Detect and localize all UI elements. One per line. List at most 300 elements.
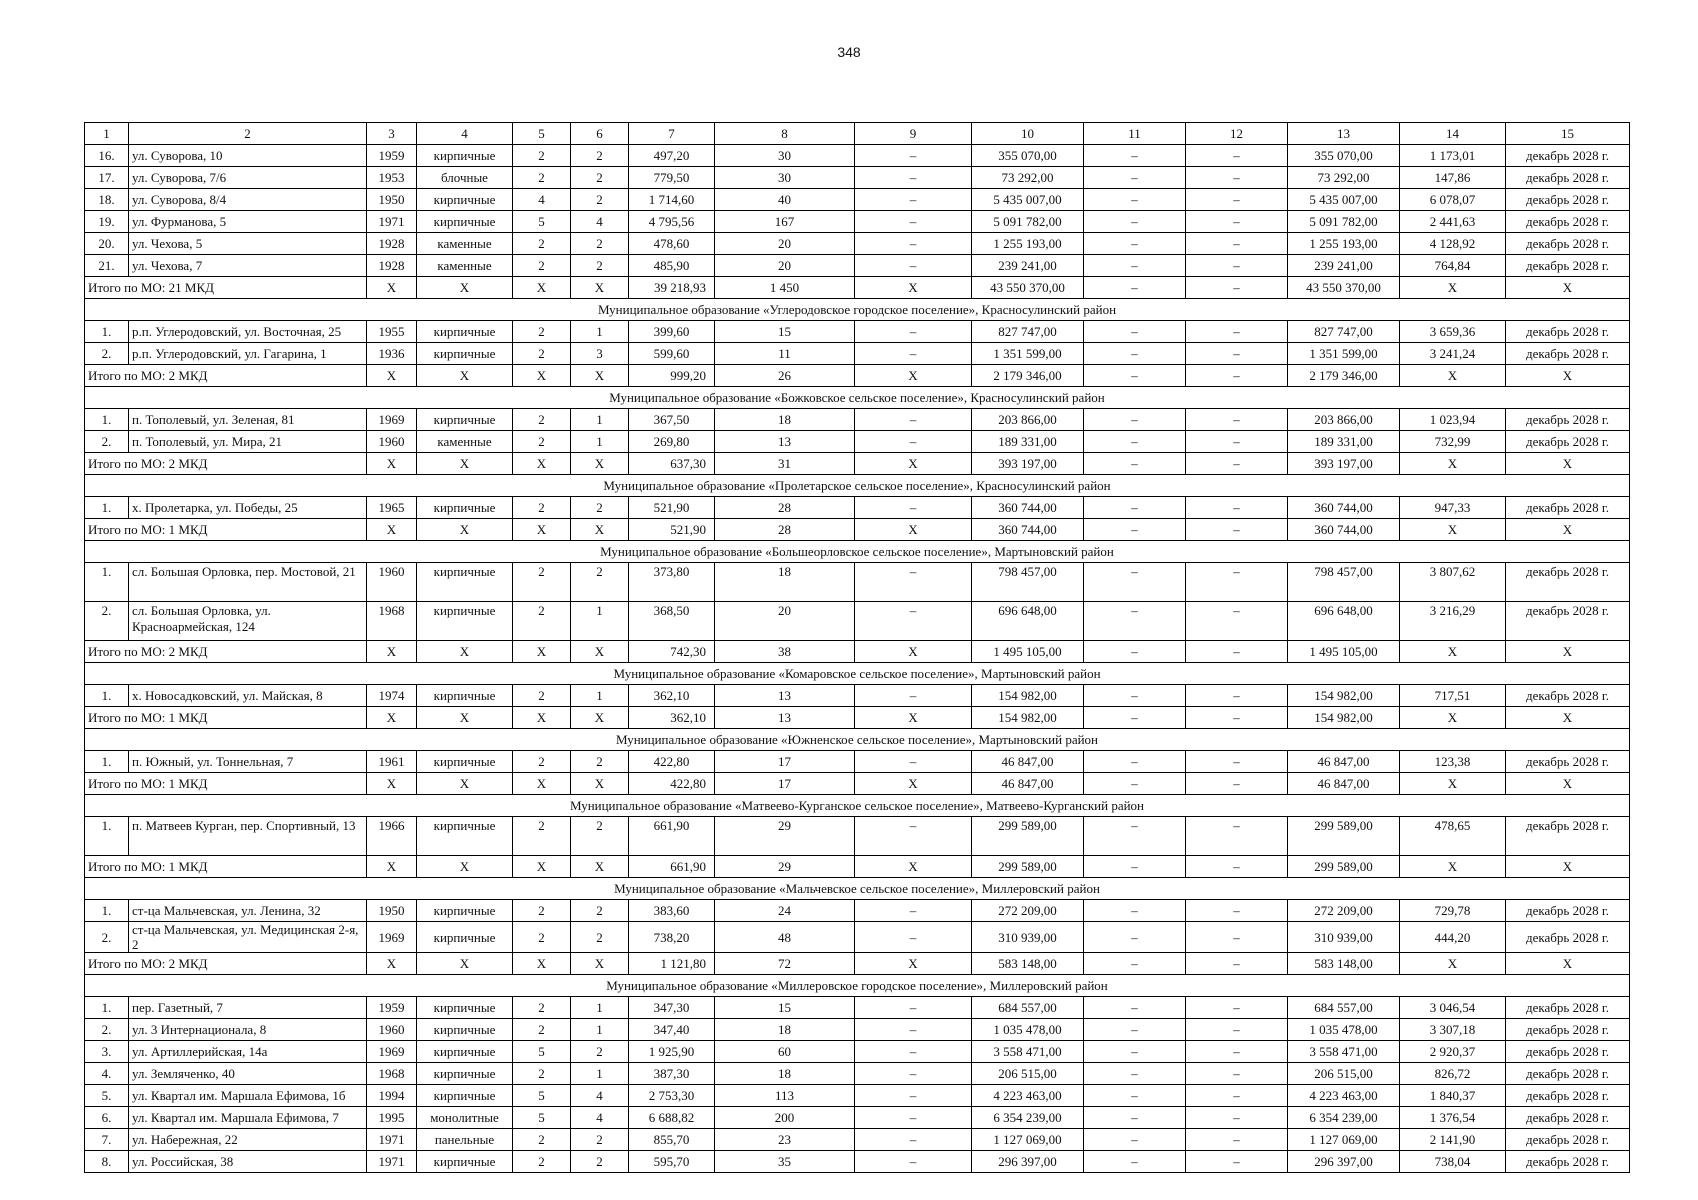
- cell-col-13: 154 982,00: [1288, 685, 1400, 707]
- cell-col-6: 2: [571, 563, 629, 602]
- cell-col-3: 1969: [367, 922, 417, 953]
- cell-col-13: 46 847,00: [1288, 751, 1400, 773]
- cell-col-12: –: [1186, 922, 1288, 953]
- cell-col-15: декабрь 2028 г.: [1506, 1019, 1630, 1041]
- row-index: 5.: [85, 1085, 129, 1107]
- cell-col-6: 1: [571, 1019, 629, 1041]
- total-label: Итого по МО: 1 МКД: [85, 773, 367, 795]
- cell-col-13: 355 070,00: [1288, 145, 1400, 167]
- table-row: [85, 233, 1630, 255]
- cell-col-9: –: [855, 145, 972, 167]
- cell-col-12: –: [1186, 211, 1288, 233]
- building-address: сл. Большая Орловка, ул. Красноармейская, 124: [129, 602, 367, 641]
- building-address: п. Тополевый, ул. Зеленая, 81: [129, 409, 367, 431]
- cell-col-15: декабрь 2028 г.: [1506, 211, 1630, 233]
- cell-col-8: 18: [715, 1019, 855, 1041]
- cell-col-7: 4 795,56: [629, 211, 715, 233]
- cell-col-5: 2: [513, 1019, 571, 1041]
- total-cell-col-10: 299 589,00: [972, 856, 1084, 878]
- table-row: [85, 751, 1630, 773]
- cell-col-8: 40: [715, 189, 855, 211]
- cell-col-13: 5 091 782,00: [1288, 211, 1400, 233]
- cell-col-3: 1953: [367, 167, 417, 189]
- cell-col-4: кирпичные: [417, 922, 513, 953]
- cell-col-13: 203 866,00: [1288, 409, 1400, 431]
- municipality-heading: Муниципальное образование «Южненское сельское поселение», Мартыновский район: [85, 729, 1630, 751]
- cell-col-15: декабрь 2028 г.: [1506, 817, 1630, 856]
- cell-col-8: 23: [715, 1129, 855, 1151]
- municipality-heading: Муниципальное образование «Мальчевское сельское поселение», Миллеровский район: [85, 878, 1630, 900]
- total-cell-col-10: 583 148,00: [972, 953, 1084, 975]
- cell-col-14: 826,72: [1400, 1063, 1506, 1085]
- table-row: [85, 409, 1630, 431]
- cell-col-13: 189 331,00: [1288, 431, 1400, 453]
- cell-col-12: –: [1186, 497, 1288, 519]
- total-cell-col-9: X: [855, 953, 972, 975]
- total-cell-col-13: 43 550 370,00: [1288, 277, 1400, 299]
- cell-col-6: 1: [571, 409, 629, 431]
- total-cell-col-4: X: [417, 707, 513, 729]
- cell-col-8: 60: [715, 1041, 855, 1063]
- municipality-total-row: [85, 641, 1630, 663]
- total-cell-col-10: 154 982,00: [972, 707, 1084, 729]
- total-label: Итого по МО: 21 МКД: [85, 277, 367, 299]
- cell-col-3: 1961: [367, 751, 417, 773]
- table-row: [85, 321, 1630, 343]
- table-row: [85, 1085, 1630, 1107]
- total-cell-col-12: –: [1186, 641, 1288, 663]
- cell-col-8: 20: [715, 255, 855, 277]
- cell-col-12: –: [1186, 145, 1288, 167]
- cell-col-7: 6 688,82: [629, 1107, 715, 1129]
- total-cell-col-4: X: [417, 519, 513, 541]
- cell-col-11: –: [1084, 1019, 1186, 1041]
- cell-col-13: 299 589,00: [1288, 817, 1400, 856]
- table-row: [85, 497, 1630, 519]
- total-cell-col-12: –: [1186, 773, 1288, 795]
- total-cell-col-15: X: [1506, 453, 1630, 475]
- cell-col-15: декабрь 2028 г.: [1506, 167, 1630, 189]
- total-cell-col-6: X: [571, 707, 629, 729]
- table-row: [85, 1019, 1630, 1041]
- cell-col-3: 1959: [367, 145, 417, 167]
- table-row: [85, 145, 1630, 167]
- cell-col-6: 4: [571, 211, 629, 233]
- cell-col-11: –: [1084, 321, 1186, 343]
- cell-col-5: 2: [513, 233, 571, 255]
- total-cell-col-3: X: [367, 773, 417, 795]
- cell-col-7: 383,60: [629, 900, 715, 922]
- cell-col-4: блочные: [417, 167, 513, 189]
- building-address: ул. Фурманова, 5: [129, 211, 367, 233]
- cell-col-7: 521,90: [629, 497, 715, 519]
- cell-col-3: 1950: [367, 189, 417, 211]
- cell-col-14: 3 241,24: [1400, 343, 1506, 365]
- cell-col-15: декабрь 2028 г.: [1506, 1107, 1630, 1129]
- cell-col-5: 2: [513, 1129, 571, 1151]
- cell-col-4: кирпичные: [417, 343, 513, 365]
- cell-col-4: каменные: [417, 431, 513, 453]
- total-cell-col-3: X: [367, 519, 417, 541]
- cell-col-12: –: [1186, 1041, 1288, 1063]
- cell-col-14: 478,65: [1400, 817, 1506, 856]
- cell-col-11: –: [1084, 922, 1186, 953]
- row-index: 21.: [85, 255, 129, 277]
- cell-col-6: 2: [571, 751, 629, 773]
- total-cell-col-9: X: [855, 641, 972, 663]
- cell-col-11: –: [1084, 343, 1186, 365]
- cell-col-14: 6 078,07: [1400, 189, 1506, 211]
- cell-col-6: 2: [571, 255, 629, 277]
- municipality-section-row: [85, 663, 1630, 685]
- cell-col-9: –: [855, 167, 972, 189]
- row-index: 4.: [85, 1063, 129, 1085]
- cell-col-7: 497,20: [629, 145, 715, 167]
- cell-col-5: 2: [513, 409, 571, 431]
- cell-col-9: –: [855, 409, 972, 431]
- cell-col-3: 1960: [367, 1019, 417, 1041]
- total-cell-col-15: X: [1506, 953, 1630, 975]
- total-cell-col-14: X: [1400, 519, 1506, 541]
- cell-col-8: 18: [715, 563, 855, 602]
- municipality-section-row: [85, 387, 1630, 409]
- cell-col-4: кирпичные: [417, 1019, 513, 1041]
- cell-col-10: 4 223 463,00: [972, 1085, 1084, 1107]
- cell-col-3: 1971: [367, 1129, 417, 1151]
- total-cell-col-4: X: [417, 641, 513, 663]
- cell-col-7: 1 925,90: [629, 1041, 715, 1063]
- cell-col-14: 1 173,01: [1400, 145, 1506, 167]
- total-cell-col-8: 26: [715, 365, 855, 387]
- building-address: ул. Артиллерийская, 14а: [129, 1041, 367, 1063]
- cell-col-5: 2: [513, 431, 571, 453]
- building-address: х. Пролетарка, ул. Победы, 25: [129, 497, 367, 519]
- cell-col-8: 167: [715, 211, 855, 233]
- municipality-section-row: [85, 975, 1630, 997]
- building-address: р.п. Углеродовский, ул. Гагарина, 1: [129, 343, 367, 365]
- cell-col-15: декабрь 2028 г.: [1506, 1151, 1630, 1173]
- total-cell-col-11: –: [1084, 277, 1186, 299]
- row-index: 2.: [85, 1019, 129, 1041]
- municipality-section-row: [85, 729, 1630, 751]
- column-number-9: 9: [855, 123, 972, 145]
- municipality-total-row: [85, 365, 1630, 387]
- total-cell-col-11: –: [1084, 707, 1186, 729]
- cell-col-8: 11: [715, 343, 855, 365]
- cell-col-15: декабрь 2028 г.: [1506, 189, 1630, 211]
- cell-col-9: –: [855, 1019, 972, 1041]
- cell-col-15: декабрь 2028 г.: [1506, 997, 1630, 1019]
- cell-col-5: 2: [513, 685, 571, 707]
- cell-col-8: 13: [715, 685, 855, 707]
- cell-col-10: 355 070,00: [972, 145, 1084, 167]
- cell-col-8: 15: [715, 997, 855, 1019]
- total-cell-col-7: 422,80: [629, 773, 715, 795]
- cell-col-8: 24: [715, 900, 855, 922]
- cell-col-7: 347,30: [629, 997, 715, 1019]
- cell-col-9: –: [855, 1107, 972, 1129]
- cell-col-7: 269,80: [629, 431, 715, 453]
- total-cell-col-14: X: [1400, 365, 1506, 387]
- cell-col-4: кирпичные: [417, 497, 513, 519]
- row-index: 16.: [85, 145, 129, 167]
- row-index: 1.: [85, 409, 129, 431]
- table-row: [85, 343, 1630, 365]
- cell-col-9: –: [855, 1151, 972, 1173]
- cell-col-14: 2 920,37: [1400, 1041, 1506, 1063]
- total-cell-col-7: 999,20: [629, 365, 715, 387]
- cell-col-7: 347,40: [629, 1019, 715, 1041]
- total-cell-col-15: X: [1506, 277, 1630, 299]
- row-index: 1.: [85, 751, 129, 773]
- cell-col-15: декабрь 2028 г.: [1506, 343, 1630, 365]
- cell-col-14: 947,33: [1400, 497, 1506, 519]
- cell-col-14: 147,86: [1400, 167, 1506, 189]
- cell-col-7: 2 753,30: [629, 1085, 715, 1107]
- total-cell-col-7: 742,30: [629, 641, 715, 663]
- cell-col-4: кирпичные: [417, 997, 513, 1019]
- cell-col-7: 422,80: [629, 751, 715, 773]
- cell-col-7: 367,50: [629, 409, 715, 431]
- row-index: 19.: [85, 211, 129, 233]
- row-index: 1.: [85, 563, 129, 602]
- cell-col-3: 1969: [367, 409, 417, 431]
- cell-col-3: 1955: [367, 321, 417, 343]
- municipality-total-row: [85, 519, 1630, 541]
- total-cell-col-6: X: [571, 773, 629, 795]
- total-cell-col-4: X: [417, 365, 513, 387]
- column-number-3: 3: [367, 123, 417, 145]
- column-number-8: 8: [715, 123, 855, 145]
- total-cell-col-5: X: [513, 856, 571, 878]
- cell-col-10: 189 331,00: [972, 431, 1084, 453]
- total-cell-col-10: 2 179 346,00: [972, 365, 1084, 387]
- cell-col-11: –: [1084, 1041, 1186, 1063]
- cell-col-4: кирпичные: [417, 1085, 513, 1107]
- municipality-heading: Муниципальное образование «Пролетарское сельское поселение», Красносулинский район: [85, 475, 1630, 497]
- cell-col-10: 46 847,00: [972, 751, 1084, 773]
- cell-col-14: 1 840,37: [1400, 1085, 1506, 1107]
- municipality-section-row: [85, 878, 1630, 900]
- cell-col-11: –: [1084, 409, 1186, 431]
- cell-col-5: 2: [513, 922, 571, 953]
- cell-col-11: –: [1084, 255, 1186, 277]
- total-cell-col-15: X: [1506, 856, 1630, 878]
- row-index: 2.: [85, 602, 129, 641]
- table-row: [85, 1151, 1630, 1173]
- cell-col-15: декабрь 2028 г.: [1506, 1085, 1630, 1107]
- cell-col-9: –: [855, 431, 972, 453]
- cell-col-6: 1: [571, 602, 629, 641]
- column-number-13: 13: [1288, 123, 1400, 145]
- cell-col-9: –: [855, 1041, 972, 1063]
- total-cell-col-10: 43 550 370,00: [972, 277, 1084, 299]
- cell-col-15: декабрь 2028 г.: [1506, 900, 1630, 922]
- cell-col-9: –: [855, 343, 972, 365]
- cell-col-7: 485,90: [629, 255, 715, 277]
- row-index: 2.: [85, 343, 129, 365]
- cell-col-9: –: [855, 1085, 972, 1107]
- municipality-total-row: [85, 707, 1630, 729]
- cell-col-9: –: [855, 497, 972, 519]
- cell-col-14: 2 441,63: [1400, 211, 1506, 233]
- cell-col-5: 5: [513, 1041, 571, 1063]
- total-cell-col-5: X: [513, 641, 571, 663]
- row-index: 1.: [85, 900, 129, 922]
- cell-col-13: 239 241,00: [1288, 255, 1400, 277]
- table-row: [85, 1041, 1630, 1063]
- cell-col-15: декабрь 2028 г.: [1506, 497, 1630, 519]
- total-cell-col-5: X: [513, 953, 571, 975]
- total-cell-col-13: 1 495 105,00: [1288, 641, 1400, 663]
- total-cell-col-3: X: [367, 277, 417, 299]
- cell-col-6: 2: [571, 1129, 629, 1151]
- total-label: Итого по МО: 1 МКД: [85, 707, 367, 729]
- table-row: [85, 431, 1630, 453]
- cell-col-15: декабрь 2028 г.: [1506, 751, 1630, 773]
- total-label: Итого по МО: 2 МКД: [85, 953, 367, 975]
- municipality-total-row: [85, 953, 1630, 975]
- cell-col-4: панельные: [417, 1129, 513, 1151]
- municipality-section-row: [85, 541, 1630, 563]
- row-index: 2.: [85, 922, 129, 953]
- total-cell-col-10: 1 495 105,00: [972, 641, 1084, 663]
- cell-col-4: кирпичные: [417, 189, 513, 211]
- cell-col-3: 1936: [367, 343, 417, 365]
- cell-col-4: кирпичные: [417, 563, 513, 602]
- cell-col-6: 1: [571, 321, 629, 343]
- cell-col-5: 4: [513, 189, 571, 211]
- cell-col-10: 239 241,00: [972, 255, 1084, 277]
- cell-col-10: 360 744,00: [972, 497, 1084, 519]
- cell-col-5: 5: [513, 1085, 571, 1107]
- cell-col-4: кирпичные: [417, 145, 513, 167]
- cell-col-11: –: [1084, 1085, 1186, 1107]
- cell-col-6: 2: [571, 922, 629, 953]
- building-address: п. Южный, ул. Тоннельная, 7: [129, 751, 367, 773]
- cell-col-11: –: [1084, 1063, 1186, 1085]
- cell-col-6: 2: [571, 497, 629, 519]
- total-cell-col-13: 393 197,00: [1288, 453, 1400, 475]
- cell-col-13: 684 557,00: [1288, 997, 1400, 1019]
- cell-col-8: 18: [715, 409, 855, 431]
- cell-col-14: 717,51: [1400, 685, 1506, 707]
- table-row: [85, 255, 1630, 277]
- total-cell-col-8: 17: [715, 773, 855, 795]
- cell-col-13: 6 354 239,00: [1288, 1107, 1400, 1129]
- total-cell-col-7: 1 121,80: [629, 953, 715, 975]
- total-cell-col-13: 360 744,00: [1288, 519, 1400, 541]
- cell-col-10: 296 397,00: [972, 1151, 1084, 1173]
- cell-col-10: 5 435 007,00: [972, 189, 1084, 211]
- cell-col-12: –: [1186, 233, 1288, 255]
- cell-col-13: 1 127 069,00: [1288, 1129, 1400, 1151]
- row-index: 1.: [85, 321, 129, 343]
- row-index: 6.: [85, 1107, 129, 1129]
- cell-col-14: 738,04: [1400, 1151, 1506, 1173]
- cell-col-13: 206 515,00: [1288, 1063, 1400, 1085]
- total-cell-col-7: 362,10: [629, 707, 715, 729]
- building-address: р.п. Углеродовский, ул. Восточная, 25: [129, 321, 367, 343]
- total-cell-col-3: X: [367, 365, 417, 387]
- cell-col-6: 3: [571, 343, 629, 365]
- total-cell-col-7: 39 218,93: [629, 277, 715, 299]
- cell-col-6: 2: [571, 189, 629, 211]
- total-cell-col-7: 661,90: [629, 856, 715, 878]
- cell-col-10: 684 557,00: [972, 997, 1084, 1019]
- total-cell-col-5: X: [513, 773, 571, 795]
- total-cell-col-4: X: [417, 773, 513, 795]
- total-cell-col-14: X: [1400, 277, 1506, 299]
- cell-col-7: 368,50: [629, 602, 715, 641]
- cell-col-5: 2: [513, 167, 571, 189]
- cell-col-7: 661,90: [629, 817, 715, 856]
- total-cell-col-11: –: [1084, 773, 1186, 795]
- cell-col-4: кирпичные: [417, 685, 513, 707]
- municipality-total-row: [85, 773, 1630, 795]
- row-index: 1.: [85, 497, 129, 519]
- cell-col-7: 362,10: [629, 685, 715, 707]
- cell-col-5: 2: [513, 255, 571, 277]
- building-address: п. Тополевый, ул. Мира, 21: [129, 431, 367, 453]
- total-cell-col-6: X: [571, 953, 629, 975]
- cell-col-5: 2: [513, 602, 571, 641]
- total-cell-col-9: X: [855, 707, 972, 729]
- cell-col-10: 1 127 069,00: [972, 1129, 1084, 1151]
- row-index: 17.: [85, 167, 129, 189]
- municipality-heading: Муниципальное образование «Углеродовское городское поселение», Красносулинский район: [85, 299, 1630, 321]
- total-cell-col-12: –: [1186, 453, 1288, 475]
- cell-col-12: –: [1186, 817, 1288, 856]
- cell-col-7: 599,60: [629, 343, 715, 365]
- total-cell-col-12: –: [1186, 365, 1288, 387]
- cell-col-13: 1 035 478,00: [1288, 1019, 1400, 1041]
- cell-col-4: кирпичные: [417, 321, 513, 343]
- cell-col-14: 1 376,54: [1400, 1107, 1506, 1129]
- cell-col-15: декабрь 2028 г.: [1506, 1063, 1630, 1085]
- cell-col-9: –: [855, 922, 972, 953]
- building-address: ул. 3 Интернационала, 8: [129, 1019, 367, 1041]
- cell-col-15: декабрь 2028 г.: [1506, 431, 1630, 453]
- cell-col-6: 4: [571, 1107, 629, 1129]
- cell-col-3: 1969: [367, 1041, 417, 1063]
- cell-col-14: 732,99: [1400, 431, 1506, 453]
- total-cell-col-8: 72: [715, 953, 855, 975]
- table-row: [85, 189, 1630, 211]
- cell-col-10: 6 354 239,00: [972, 1107, 1084, 1129]
- cell-col-12: –: [1186, 563, 1288, 602]
- total-cell-col-12: –: [1186, 856, 1288, 878]
- cell-col-12: –: [1186, 321, 1288, 343]
- cell-col-3: 1966: [367, 817, 417, 856]
- cell-col-5: 2: [513, 145, 571, 167]
- total-cell-col-4: X: [417, 856, 513, 878]
- total-cell-col-12: –: [1186, 519, 1288, 541]
- row-index: 1.: [85, 817, 129, 856]
- total-cell-col-14: X: [1400, 453, 1506, 475]
- cell-col-13: 4 223 463,00: [1288, 1085, 1400, 1107]
- total-cell-col-13: 46 847,00: [1288, 773, 1400, 795]
- cell-col-4: кирпичные: [417, 602, 513, 641]
- cell-col-5: 2: [513, 1151, 571, 1173]
- total-cell-col-8: 31: [715, 453, 855, 475]
- building-address: ул. Земляченко, 40: [129, 1063, 367, 1085]
- building-address: п. Матвеев Курган, пер. Спортивный, 13: [129, 817, 367, 856]
- total-cell-col-8: 1 450: [715, 277, 855, 299]
- cell-col-12: –: [1186, 189, 1288, 211]
- building-address: ул. Квартал им. Маршала Ефимова, 7: [129, 1107, 367, 1129]
- cell-col-9: –: [855, 211, 972, 233]
